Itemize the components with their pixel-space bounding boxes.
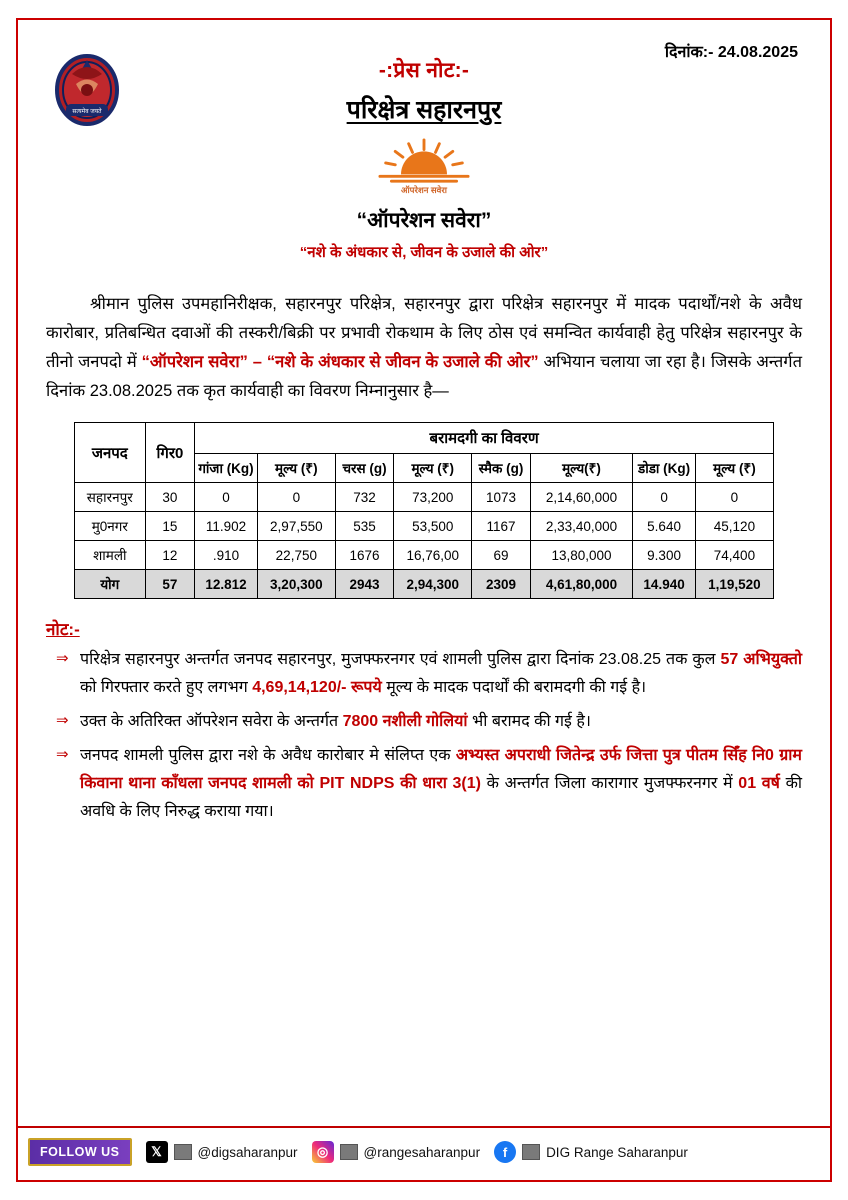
cell-charas: 1676 (335, 541, 393, 570)
cell-arrests: 30 (145, 483, 195, 512)
cell-total-ganja-value: 3,20,300 (257, 570, 335, 599)
cell-arrests: 12 (145, 541, 195, 570)
operation-name: “ऑपरेशन सवेरा” (356, 209, 492, 232)
region-title: परिक्षेत्र सहारनपुर (346, 96, 502, 124)
instagram-handle[interactable]: @rangesaharanpur (363, 1144, 481, 1160)
facebook-icon[interactable]: f (494, 1141, 516, 1163)
note-highlight-2: 01 वर्ष (738, 775, 780, 792)
social-instagram[interactable] (312, 1141, 481, 1163)
cell-doda-value: 74,400 (695, 541, 773, 570)
title-block (46, 34, 802, 262)
cell-janpad: सहारनपुर (75, 483, 146, 512)
table-row (75, 483, 774, 512)
cell-total-smack: 2309 (472, 570, 530, 599)
cell-total-charas-value: 2,94,300 (394, 570, 472, 599)
cell-total-arrests: 57 (145, 570, 195, 599)
note-text-2: भी बरामद की गई है। (467, 713, 591, 730)
press-note-title: -:प्रेस नोट:- (378, 59, 470, 82)
follow-us-badge: FOLLOW US (28, 1138, 132, 1166)
instagram-thumbnail-icon (340, 1144, 358, 1160)
cell-charas-value: 16,76,00 (394, 541, 472, 570)
social-facebook[interactable] (494, 1141, 688, 1163)
cell-total-doda: 14.940 (633, 570, 696, 599)
cell-charas-value: 73,200 (394, 483, 472, 512)
facebook-handle[interactable]: DIG Range Saharanpur (546, 1144, 688, 1160)
footer-divider (18, 1126, 830, 1128)
cell-doda-value: 45,120 (695, 512, 773, 541)
cell-total-smack-value: 4,61,80,000 (530, 570, 633, 599)
document-header (46, 34, 802, 284)
x-handle[interactable]: @digsaharanpur (197, 1144, 298, 1160)
table-header-row-1 (75, 423, 774, 454)
header-charas-value: मूल्य (₹) (394, 454, 472, 483)
cell-smack: 69 (472, 541, 530, 570)
notes-list (46, 646, 802, 826)
header-ganja: गांजा (Kg) (195, 454, 258, 483)
recovery-table (74, 422, 774, 599)
x-thumbnail-icon (174, 1144, 192, 1160)
cell-janpad: मु0नगर (75, 512, 146, 541)
footer-social-bar (18, 1132, 830, 1172)
cell-ganja: .910 (195, 541, 258, 570)
list-item (80, 708, 802, 736)
header-arrests: गिर0 (145, 423, 195, 483)
header-charas: चरस (g) (335, 454, 393, 483)
cell-smack: 1073 (472, 483, 530, 512)
cell-ganja-value: 0 (257, 483, 335, 512)
cell-total-ganja: 12.812 (195, 570, 258, 599)
cell-ganja-value: 2,97,550 (257, 512, 335, 541)
note-text-1: उक्त के अतिरिक्त ऑपरेशन सवेरा के अन्तर्गत (80, 713, 343, 730)
note-highlight-1: अभ्यस्त अपराधी जितेन्द्र उर्फ जित्ता पुत्र पीतम सिँह नि0 ग्राम किवाना थाना काँधला जनपद शामली को PIT NDPS की धारा 3(1) (80, 747, 802, 792)
notes-title: नोट:- (46, 620, 80, 639)
intro-paragraph (46, 290, 802, 406)
cell-charas: 535 (335, 512, 393, 541)
operation-sunrise-logo-icon (364, 138, 484, 196)
cell-ganja: 11.902 (195, 512, 258, 541)
cell-doda: 5.640 (633, 512, 696, 541)
cell-janpad: शामली (75, 541, 146, 570)
instagram-icon[interactable]: ◎ (312, 1141, 334, 1163)
cell-doda: 9.300 (633, 541, 696, 570)
cell-doda-value: 0 (695, 483, 773, 512)
social-x[interactable] (146, 1141, 298, 1163)
table-row (75, 512, 774, 541)
cell-total-label: योग (75, 570, 146, 599)
cell-total-doda-value: 1,19,520 (695, 570, 773, 599)
header-smack-value: मूल्य(₹) (530, 454, 633, 483)
paragraph-part-2: अभियान चलाया जा रहा है। जिसके अन्तर्गत दिनांक 23.08.2025 तक कृत कार्यवाही का विवरण निम्नानुसार है— (46, 352, 802, 400)
note-highlight-1: 57 अभियुक्तो (720, 651, 803, 668)
note-highlight-1: 7800 नशीली गोलियां (342, 713, 468, 730)
note-highlight-2: 4,69,14,120/- रूपये (252, 679, 382, 696)
note-text-2: को गिरफ्तार करते हुए लगभग (80, 679, 253, 696)
cell-charas: 732 (335, 483, 393, 512)
header-recovery-group: बरामदगी का विवरण (195, 423, 774, 454)
note-text-3: की अवधि के लिए निरुद्ध कराया गया। (80, 775, 802, 820)
cell-smack: 1167 (472, 512, 530, 541)
header-doda: डोडा (Kg) (633, 454, 696, 483)
paragraph-part-1: श्रीमान पुलिस उपमहानिरीक्षक, सहारनपुर परिक्षेत्र, सहारनपुर द्वारा परिक्षेत्र सहारनपुर में मादक पदार्थों/नशे के अवैध कारोबार, प्रतिबन्धित दवाओं की तस्करी/बिक्री पर प्रभावी रोकथाम के लिए ठोस एवं समन्वित कार्यवाही हेतु परिक्षेत्र सहारनपुर के तीनो जनपदो में (46, 295, 802, 371)
logo-caption: ऑपरेशन सवेरा (400, 185, 447, 195)
note-text-1: परिक्षेत्र सहारनपुर अन्तर्गत जनपद सहारनपुर, मुजफ्फरनगर एवं शामली पुलिस द्वारा दिनांक 23.08.25 तक कुल (80, 651, 721, 668)
note-text-1: जनपद शामली पुलिस द्वारा नशे के अवैध कारोबार मे संलिप्त एक (80, 747, 456, 764)
list-item (80, 742, 802, 826)
header-doda-value: मूल्य (₹) (695, 454, 773, 483)
note-text-3: मूल्य के मादक पदार्थों की बरामदगी की गई है। (381, 679, 647, 696)
svg-text:सत्यमेव जयते: सत्यमेव जयते (72, 109, 102, 115)
table-total-row (75, 570, 774, 599)
operation-tagline: “नशे के अंधकार से, जीवन के उजाले की ओर” (299, 244, 549, 261)
header-ganja-value: मूल्य (₹) (257, 454, 335, 483)
police-emblem-icon (52, 44, 122, 130)
cell-smack-value: 13,80,000 (530, 541, 633, 570)
note-text-2: के अन्तर्गत जिला कारागार मुजफ्फरनगर में (481, 775, 739, 792)
facebook-thumbnail-icon (522, 1144, 540, 1160)
header-smack: स्मैक (g) (472, 454, 530, 483)
table-row (75, 541, 774, 570)
x-twitter-icon[interactable]: 𝕏 (146, 1141, 168, 1163)
cell-total-charas: 2943 (335, 570, 393, 599)
cell-arrests: 15 (145, 512, 195, 541)
cell-smack-value: 2,33,40,000 (530, 512, 633, 541)
cell-smack-value: 2,14,60,000 (530, 483, 633, 512)
list-item (80, 646, 802, 702)
cell-ganja-value: 22,750 (257, 541, 335, 570)
document-date: दिनांक:- 24.08.2025 (664, 44, 798, 61)
cell-charas-value: 53,500 (394, 512, 472, 541)
cell-ganja: 0 (195, 483, 258, 512)
document-sheet (16, 18, 832, 1182)
cell-doda: 0 (633, 483, 696, 512)
paragraph-highlight: “ऑपरेशन सवेरा” – “नशे के अंधकार से जीवन के उजाले की ओर” (141, 352, 539, 371)
header-janpad: जनपद (75, 423, 146, 483)
